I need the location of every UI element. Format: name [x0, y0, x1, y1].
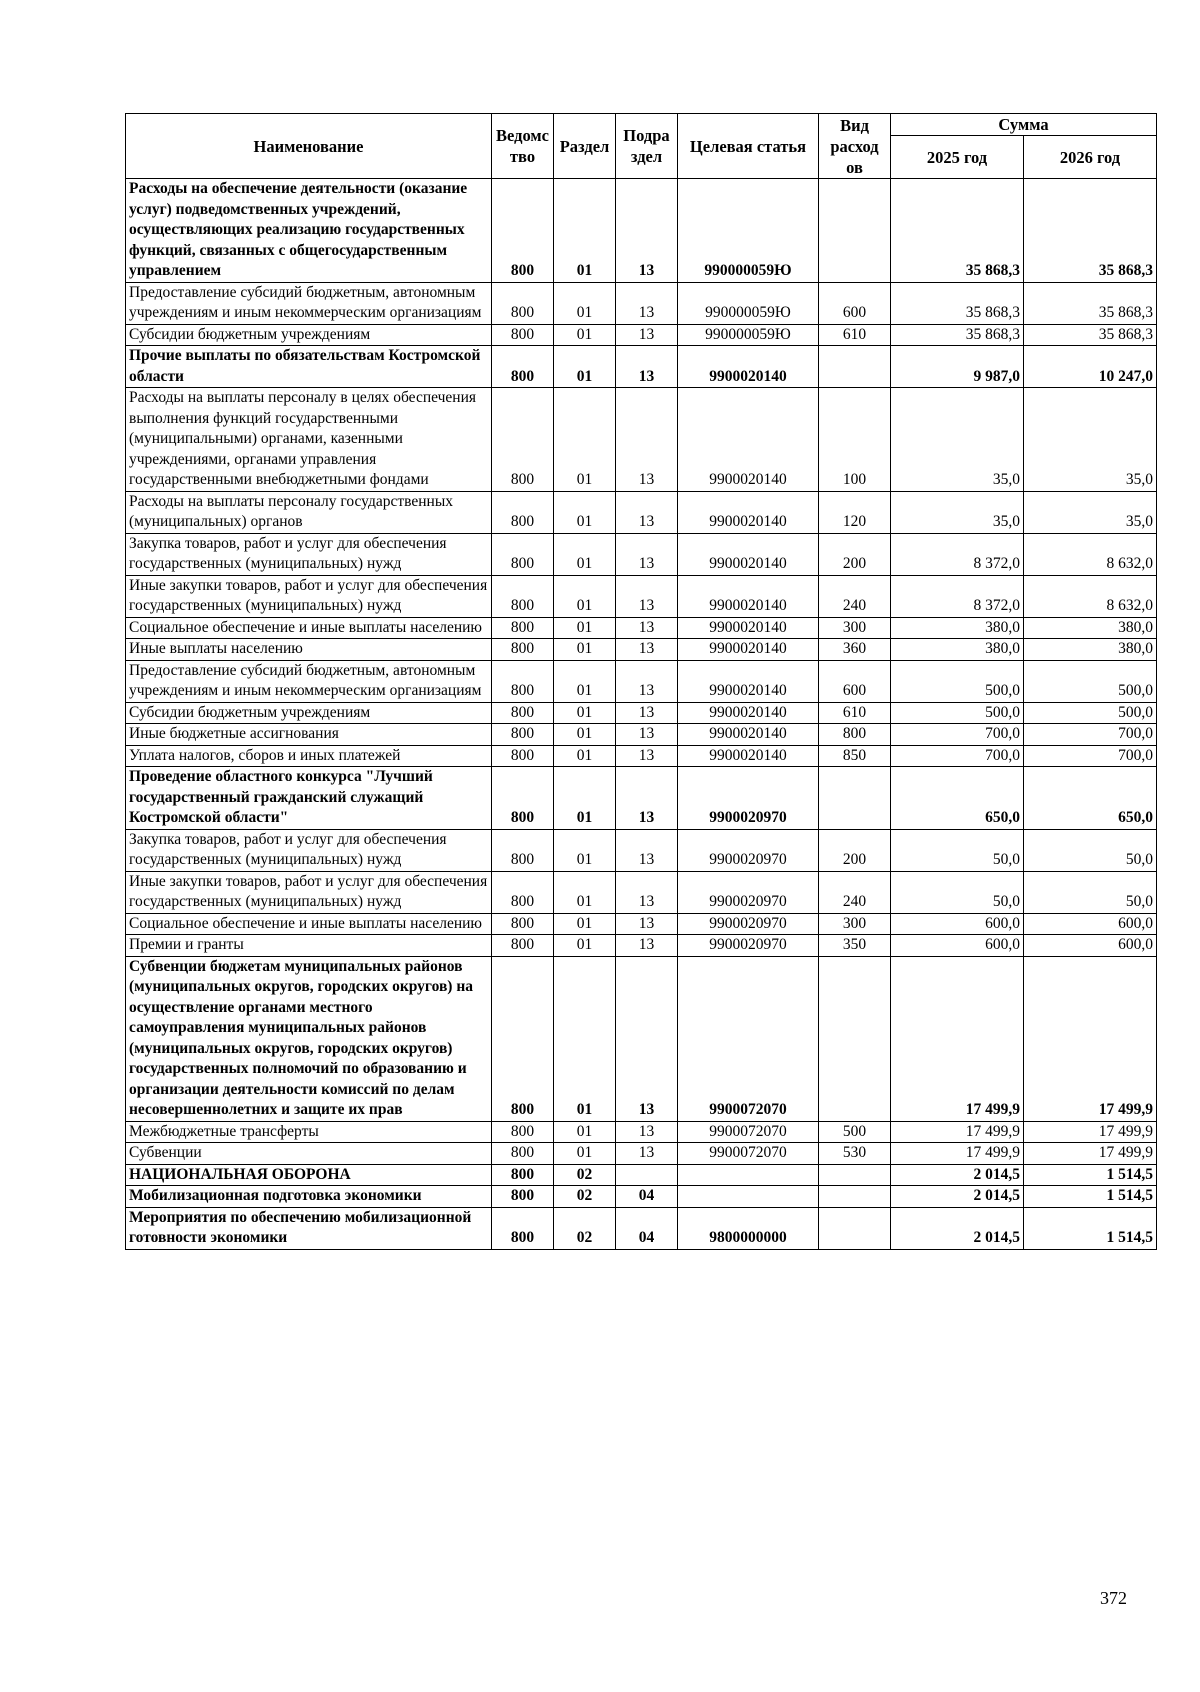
table-row: [126, 1186, 1157, 1208]
cell-amount-2025: 500,0: [891, 702, 1024, 724]
header-row-1: [126, 114, 1157, 136]
table-row: [126, 913, 1157, 935]
cell-name: Уплата налогов, сборов и иных платежей: [126, 745, 492, 767]
cell-target: [678, 1186, 819, 1208]
cell-section: 01: [554, 179, 616, 283]
cell-kind: 200: [819, 533, 891, 575]
cell-amount-2026: 380,0: [1024, 617, 1157, 639]
cell-subsection: 13: [616, 533, 678, 575]
cell-name: Расходы на выплаты персоналу государственных (муниципальных) органов: [126, 491, 492, 533]
cell-kind: 600: [819, 660, 891, 702]
cell-amount-2025: 17 499,9: [891, 1143, 1024, 1165]
cell-section: 01: [554, 575, 616, 617]
cell-target: 990000059Ю: [678, 179, 819, 283]
table-row: [126, 935, 1157, 957]
cell-target: 9900072070: [678, 1121, 819, 1143]
cell-target: 9900020140: [678, 575, 819, 617]
cell-name: Социальное обеспечение и иные выплаты населению: [126, 913, 492, 935]
cell-name: Закупка товаров, работ и услуг для обеспечения государственных (муниципальных) нужд: [126, 533, 492, 575]
cell-name: Предоставление субсидий бюджетным, автономным учреждениям и иным некоммерческим организациям: [126, 660, 492, 702]
cell-kind: 120: [819, 491, 891, 533]
cell-dept: 800: [492, 179, 554, 283]
cell-section: 01: [554, 702, 616, 724]
cell-subsection: 13: [616, 1121, 678, 1143]
cell-amount-2026: 1 514,5: [1024, 1186, 1157, 1208]
cell-dept: 800: [492, 1186, 554, 1208]
cell-amount-2025: 35,0: [891, 491, 1024, 533]
cell-name: Иные закупки товаров, работ и услуг для обеспечения государственных (муниципальных) нужд: [126, 871, 492, 913]
cell-section: 01: [554, 639, 616, 661]
cell-amount-2026: 35 868,3: [1024, 282, 1157, 324]
cell-target: 9900072070: [678, 956, 819, 1121]
table-row: [126, 533, 1157, 575]
cell-dept: 800: [492, 533, 554, 575]
cell-dept: 800: [492, 767, 554, 830]
table-row: [126, 179, 1157, 283]
table-row: [126, 702, 1157, 724]
cell-kind: [819, 179, 891, 283]
cell-kind: 300: [819, 617, 891, 639]
cell-target: [678, 1164, 819, 1186]
cell-dept: 800: [492, 388, 554, 492]
cell-amount-2026: 700,0: [1024, 724, 1157, 746]
cell-dept: 800: [492, 702, 554, 724]
cell-kind: [819, 1186, 891, 1208]
cell-section: 01: [554, 913, 616, 935]
cell-name: Субсидии бюджетным учреждениям: [126, 702, 492, 724]
cell-dept: 800: [492, 324, 554, 346]
cell-amount-2025: 700,0: [891, 745, 1024, 767]
cell-subsection: [616, 1164, 678, 1186]
cell-amount-2026: 500,0: [1024, 660, 1157, 702]
cell-amount-2025: 17 499,9: [891, 1121, 1024, 1143]
cell-kind: 200: [819, 829, 891, 871]
table-row: [126, 491, 1157, 533]
cell-subsection: 13: [616, 871, 678, 913]
cell-subsection: 04: [616, 1207, 678, 1249]
cell-dept: 800: [492, 871, 554, 913]
cell-amount-2026: 1 514,5: [1024, 1207, 1157, 1249]
cell-subsection: 13: [616, 702, 678, 724]
cell-section: 01: [554, 935, 616, 957]
cell-dept: 800: [492, 913, 554, 935]
table-row: [126, 324, 1157, 346]
table-row: [126, 1121, 1157, 1143]
table-row: [126, 829, 1157, 871]
cell-subsection: 13: [616, 935, 678, 957]
cell-subsection: 13: [616, 745, 678, 767]
cell-amount-2026: 10 247,0: [1024, 346, 1157, 388]
header-name: Наименование: [126, 114, 492, 179]
cell-amount-2025: 8 372,0: [891, 575, 1024, 617]
table-row: [126, 724, 1157, 746]
cell-kind: 350: [819, 935, 891, 957]
cell-amount-2025: 35 868,3: [891, 179, 1024, 283]
table-row: [126, 871, 1157, 913]
cell-kind: 240: [819, 575, 891, 617]
cell-amount-2026: 17 499,9: [1024, 956, 1157, 1121]
cell-target: 9800000000: [678, 1207, 819, 1249]
cell-dept: 800: [492, 639, 554, 661]
header-kind: Вид расход ов: [819, 114, 891, 179]
cell-subsection: 13: [616, 913, 678, 935]
cell-target: 9900072070: [678, 1143, 819, 1165]
cell-target: 9900020140: [678, 346, 819, 388]
cell-amount-2026: 1 514,5: [1024, 1164, 1157, 1186]
cell-section: 01: [554, 745, 616, 767]
cell-section: 01: [554, 660, 616, 702]
table-row: [126, 282, 1157, 324]
cell-subsection: 13: [616, 767, 678, 830]
cell-subsection: 13: [616, 1143, 678, 1165]
cell-section: 01: [554, 829, 616, 871]
cell-amount-2025: 50,0: [891, 829, 1024, 871]
cell-amount-2025: 50,0: [891, 871, 1024, 913]
cell-subsection: 04: [616, 1186, 678, 1208]
cell-kind: [819, 956, 891, 1121]
cell-name: Расходы на обеспечение деятельности (оказание услуг) подведомственных учреждений, осуществляющих реализацию государственных функций, связанных с общегосударственным управлением: [126, 179, 492, 283]
cell-section: 02: [554, 1207, 616, 1249]
cell-name: Проведение областного конкурса "Лучший государственный гражданский служащий Костромской области": [126, 767, 492, 830]
cell-section: 01: [554, 533, 616, 575]
cell-amount-2026: 17 499,9: [1024, 1121, 1157, 1143]
cell-section: 01: [554, 1143, 616, 1165]
cell-target: 990000059Ю: [678, 324, 819, 346]
cell-amount-2026: 35 868,3: [1024, 324, 1157, 346]
cell-subsection: 13: [616, 829, 678, 871]
cell-target: 9900020970: [678, 913, 819, 935]
table-row: [126, 575, 1157, 617]
cell-subsection: 13: [616, 639, 678, 661]
cell-subsection: 13: [616, 388, 678, 492]
cell-amount-2025: 35,0: [891, 388, 1024, 492]
cell-dept: 800: [492, 346, 554, 388]
cell-kind: 300: [819, 913, 891, 935]
cell-name: Предоставление субсидий бюджетным, автономным учреждениям и иным некоммерческим организациям: [126, 282, 492, 324]
cell-target: 9900020970: [678, 871, 819, 913]
cell-kind: 100: [819, 388, 891, 492]
cell-kind: 850: [819, 745, 891, 767]
cell-section: 01: [554, 324, 616, 346]
cell-kind: 360: [819, 639, 891, 661]
cell-kind: [819, 346, 891, 388]
cell-kind: [819, 1207, 891, 1249]
cell-kind: 600: [819, 282, 891, 324]
header-section: Раздел: [554, 114, 616, 179]
cell-subsection: 13: [616, 324, 678, 346]
cell-name: НАЦИОНАЛЬНАЯ ОБОРОНА: [126, 1164, 492, 1186]
cell-dept: 800: [492, 575, 554, 617]
cell-name: Мероприятия по обеспечению мобилизационной готовности экономики: [126, 1207, 492, 1249]
cell-subsection: 13: [616, 617, 678, 639]
cell-amount-2025: 380,0: [891, 617, 1024, 639]
cell-amount-2026: 50,0: [1024, 871, 1157, 913]
cell-target: 990000059Ю: [678, 282, 819, 324]
cell-dept: 800: [492, 1207, 554, 1249]
table-row: [126, 660, 1157, 702]
table-row: [126, 1143, 1157, 1165]
cell-subsection: 13: [616, 282, 678, 324]
cell-kind: 500: [819, 1121, 891, 1143]
cell-amount-2026: 35,0: [1024, 388, 1157, 492]
cell-subsection: 13: [616, 660, 678, 702]
cell-name: Расходы на выплаты персоналу в целях обеспечения выполнения функций государственными (муниципальными) органами, казенными учреждениями, органами управления государственными внебюджетными фондами: [126, 388, 492, 492]
header-dept: Ведомс тво: [492, 114, 554, 179]
cell-name: Закупка товаров, работ и услуг для обеспечения государственных (муниципальных) нужд: [126, 829, 492, 871]
cell-target: 9900020140: [678, 745, 819, 767]
cell-section: 01: [554, 724, 616, 746]
cell-amount-2025: 650,0: [891, 767, 1024, 830]
cell-kind: 530: [819, 1143, 891, 1165]
cell-target: 9900020140: [678, 533, 819, 575]
cell-kind: [819, 767, 891, 830]
cell-section: 01: [554, 871, 616, 913]
header-subsection: Подра здел: [616, 114, 678, 179]
table-row: [126, 956, 1157, 1121]
cell-amount-2026: 50,0: [1024, 829, 1157, 871]
cell-dept: 800: [492, 724, 554, 746]
cell-name: Премии и гранты: [126, 935, 492, 957]
cell-target: 9900020140: [678, 660, 819, 702]
cell-target: 9900020140: [678, 702, 819, 724]
table-row: [126, 388, 1157, 492]
table-row: [126, 1207, 1157, 1249]
cell-amount-2025: 2 014,5: [891, 1207, 1024, 1249]
table-row: [126, 1164, 1157, 1186]
cell-subsection: 13: [616, 491, 678, 533]
cell-section: 01: [554, 617, 616, 639]
cell-section: 01: [554, 388, 616, 492]
cell-target: 9900020140: [678, 491, 819, 533]
cell-amount-2025: 2 014,5: [891, 1186, 1024, 1208]
cell-dept: 800: [492, 282, 554, 324]
cell-amount-2026: 380,0: [1024, 639, 1157, 661]
cell-kind: 240: [819, 871, 891, 913]
cell-target: 9900020970: [678, 829, 819, 871]
cell-dept: 800: [492, 935, 554, 957]
cell-amount-2026: 8 632,0: [1024, 533, 1157, 575]
cell-dept: 800: [492, 1143, 554, 1165]
table-row: [126, 346, 1157, 388]
cell-kind: 610: [819, 702, 891, 724]
cell-name: Иные выплаты населению: [126, 639, 492, 661]
cell-name: Прочие выплаты по обязательствам Костромской области: [126, 346, 492, 388]
cell-amount-2025: 380,0: [891, 639, 1024, 661]
cell-kind: 610: [819, 324, 891, 346]
table-body: [126, 179, 1157, 1250]
cell-dept: 800: [492, 617, 554, 639]
cell-section: 01: [554, 282, 616, 324]
cell-amount-2025: 700,0: [891, 724, 1024, 746]
cell-section: 02: [554, 1164, 616, 1186]
header-year-2026: 2026 год: [1024, 136, 1157, 179]
cell-amount-2026: 700,0: [1024, 745, 1157, 767]
cell-amount-2026: 600,0: [1024, 935, 1157, 957]
header-year-2025: 2025 год: [891, 136, 1024, 179]
cell-dept: 800: [492, 745, 554, 767]
cell-target: 9900020140: [678, 724, 819, 746]
cell-target: 9900020970: [678, 935, 819, 957]
cell-section: 01: [554, 1121, 616, 1143]
cell-amount-2025: 500,0: [891, 660, 1024, 702]
cell-dept: 800: [492, 491, 554, 533]
cell-target: 9900020140: [678, 639, 819, 661]
cell-name: Межбюджетные трансферты: [126, 1121, 492, 1143]
cell-section: 02: [554, 1186, 616, 1208]
cell-amount-2025: 35 868,3: [891, 324, 1024, 346]
cell-amount-2025: 8 372,0: [891, 533, 1024, 575]
cell-amount-2025: 600,0: [891, 935, 1024, 957]
cell-kind: 800: [819, 724, 891, 746]
cell-target: 9900020140: [678, 388, 819, 492]
cell-amount-2026: 17 499,9: [1024, 1143, 1157, 1165]
cell-section: 01: [554, 346, 616, 388]
cell-name: Мобилизационная подготовка экономики: [126, 1186, 492, 1208]
cell-kind: [819, 1164, 891, 1186]
cell-name: Иные бюджетные ассигнования: [126, 724, 492, 746]
cell-amount-2025: 9 987,0: [891, 346, 1024, 388]
cell-amount-2026: 8 632,0: [1024, 575, 1157, 617]
cell-name: Социальное обеспечение и иные выплаты населению: [126, 617, 492, 639]
cell-subsection: 13: [616, 724, 678, 746]
cell-subsection: 13: [616, 575, 678, 617]
cell-amount-2026: 35,0: [1024, 491, 1157, 533]
cell-amount-2025: 2 014,5: [891, 1164, 1024, 1186]
table-row: [126, 617, 1157, 639]
table-row: [126, 745, 1157, 767]
cell-subsection: 13: [616, 179, 678, 283]
header-target: Целевая статья: [678, 114, 819, 179]
cell-amount-2025: 35 868,3: [891, 282, 1024, 324]
table-row: [126, 767, 1157, 830]
cell-amount-2026: 650,0: [1024, 767, 1157, 830]
cell-section: 01: [554, 491, 616, 533]
cell-subsection: 13: [616, 956, 678, 1121]
cell-name: Субвенции: [126, 1143, 492, 1165]
cell-amount-2026: 600,0: [1024, 913, 1157, 935]
cell-amount-2026: 500,0: [1024, 702, 1157, 724]
table-row: [126, 639, 1157, 661]
cell-name: Субвенции бюджетам муниципальных районов (муниципальных округов, городских округов) на осуществление органами местного самоуправления муниципальных районов (муниципальных округов, городских округов) государственных полномочий по образованию и организации деятельности комиссий по делам несовершеннолетних и защите их прав: [126, 956, 492, 1121]
page-number: 372: [1100, 1588, 1127, 1608]
cell-target: 9900020140: [678, 617, 819, 639]
cell-amount-2026: 35 868,3: [1024, 179, 1157, 283]
cell-dept: 800: [492, 1164, 554, 1186]
cell-amount-2025: 17 499,9: [891, 956, 1024, 1121]
header-sum: Сумма: [891, 114, 1157, 136]
cell-section: 01: [554, 767, 616, 830]
cell-target: 9900020970: [678, 767, 819, 830]
cell-subsection: 13: [616, 346, 678, 388]
cell-dept: 800: [492, 829, 554, 871]
cell-section: 01: [554, 956, 616, 1121]
cell-dept: 800: [492, 956, 554, 1121]
cell-dept: 800: [492, 1121, 554, 1143]
budget-table: [125, 113, 1157, 1250]
cell-dept: 800: [492, 660, 554, 702]
cell-name: Субсидии бюджетным учреждениям: [126, 324, 492, 346]
cell-amount-2025: 600,0: [891, 913, 1024, 935]
cell-name: Иные закупки товаров, работ и услуг для обеспечения государственных (муниципальных) нужд: [126, 575, 492, 617]
